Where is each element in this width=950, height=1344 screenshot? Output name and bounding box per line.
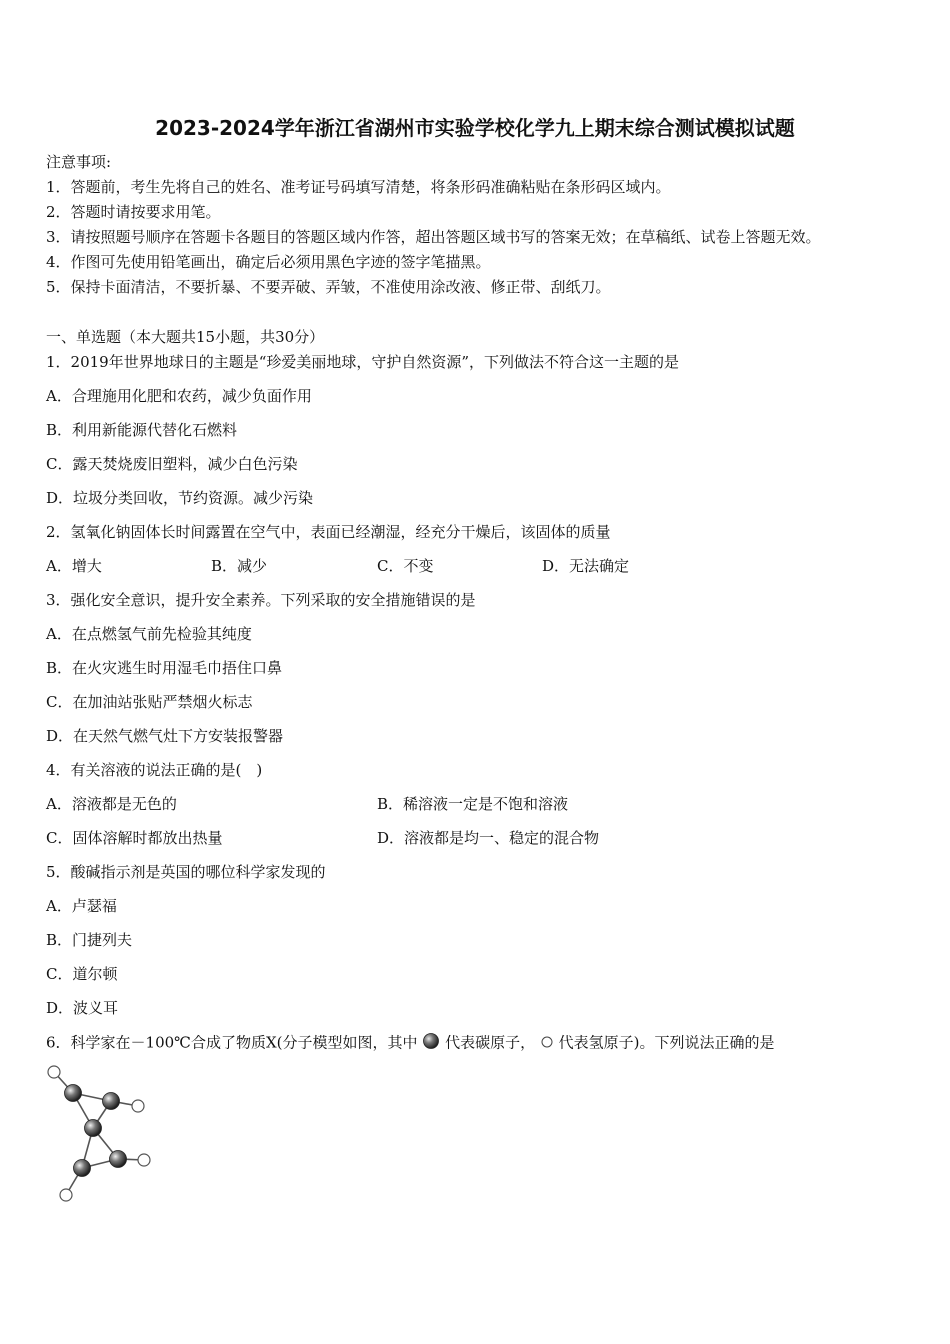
notice-item-2: 2．答题时请按要求用笔。 — [46, 203, 221, 221]
molecule-model-diagram — [40, 1060, 160, 1210]
question-1-option-a: A．合理施用化肥和农药，减少负面作用 — [46, 387, 312, 405]
question-3-option-a: A．在点燃氢气前先检验其纯度 — [46, 625, 252, 643]
question-5-option-b: B．门捷列夫 — [46, 931, 133, 949]
notice-item-4: 4．作图可先使用铅笔画出，确定后必须用黑色字迹的签字笔描黑。 — [46, 253, 491, 271]
notice-item-1: 1．答题前，考生先将自己的姓名、准考证号码填写清楚，将条形码准确粘贴在条形码区域内。 — [46, 178, 671, 196]
question-6-stem-part-1: 6．科学家在－100℃合成了物质X(分子模型如图，其中 — [46, 1033, 418, 1052]
question-6-stem-part-3: 代表氢原子)。下列说法正确的是 — [558, 1033, 775, 1052]
question-2-option-a: A．增大 — [46, 557, 102, 575]
question-4-option-d: D．溶液都是均一、稳定的混合物 — [377, 829, 600, 847]
question-5-stem: 5．酸碱指示剂是英国的哪位科学家发现的 — [46, 863, 326, 881]
question-2-option-b: B．减少 — [211, 557, 268, 575]
question-3-stem: 3．强化安全意识，提升安全素养。下列采取的安全措施错误的是 — [46, 591, 476, 609]
question-5-option-d: D．波义耳 — [46, 999, 119, 1017]
notice-item-3: 3．请按照题号顺序在答题卡各题目的答题区域内作答，超出答题区域书写的答案无效；在草稿纸、试卷上答题无效。 — [46, 228, 821, 246]
question-2-option-c: C．不变 — [377, 557, 434, 575]
page-title: 2023-2024学年浙江省湖州市实验学校化学九上期末综合测试模拟试题 — [155, 116, 795, 140]
question-3-option-d: D．在天然气燃气灶下方安装报警器 — [46, 727, 284, 745]
question-2-option-d: D．无法确定 — [542, 557, 630, 575]
question-5-option-a: A．卢瑟福 — [46, 897, 117, 915]
question-5-option-c: C．道尔顿 — [46, 965, 118, 983]
question-6-stem — [46, 1032, 775, 1055]
question-2-stem: 2．氢氧化钠固体长时间露置在空气中，表面已经潮湿，经充分干燥后，该固体的质量 — [46, 523, 611, 541]
question-1-option-d: D．垃圾分类回收，节约资源。减少污染 — [46, 489, 314, 507]
question-1-option-b: B．利用新能源代替化石燃料 — [46, 421, 238, 439]
question-4-stem: 4．有关溶液的说法正确的是( ) — [46, 761, 263, 779]
carbon-atom-icon — [422, 1032, 440, 1055]
question-4-option-b: B．稀溶液一定是不饱和溶液 — [377, 795, 569, 813]
section-heading: 一、单选题（本大题共15小题，共30分） — [46, 328, 325, 346]
question-3-option-b: B．在火灾逃生时用湿毛巾捂住口鼻 — [46, 659, 283, 677]
question-3-option-c: C．在加油站张贴严禁烟火标志 — [46, 693, 253, 711]
question-6-stem-part-2: 代表碳原子， — [445, 1033, 536, 1052]
question-4-option-c: C．固体溶解时都放出热量 — [46, 829, 223, 847]
notice-item-5: 5．保持卡面清洁，不要折暴、不要弄破、弄皱，不准使用涂改液、修正带、刮纸刀。 — [46, 278, 611, 296]
hydrogen-atom-icon — [540, 1034, 554, 1054]
question-1-option-c: C．露天焚烧废旧塑料，减少白色污染 — [46, 455, 298, 473]
notice-heading: 注意事项: — [46, 153, 112, 171]
question-1-stem: 1．2019年世界地球日的主题是“珍爱美丽地球，守护自然资源”，下列做法不符合这一主题的是 — [46, 353, 680, 371]
question-4-option-a: A．溶液都是无色的 — [46, 795, 177, 813]
